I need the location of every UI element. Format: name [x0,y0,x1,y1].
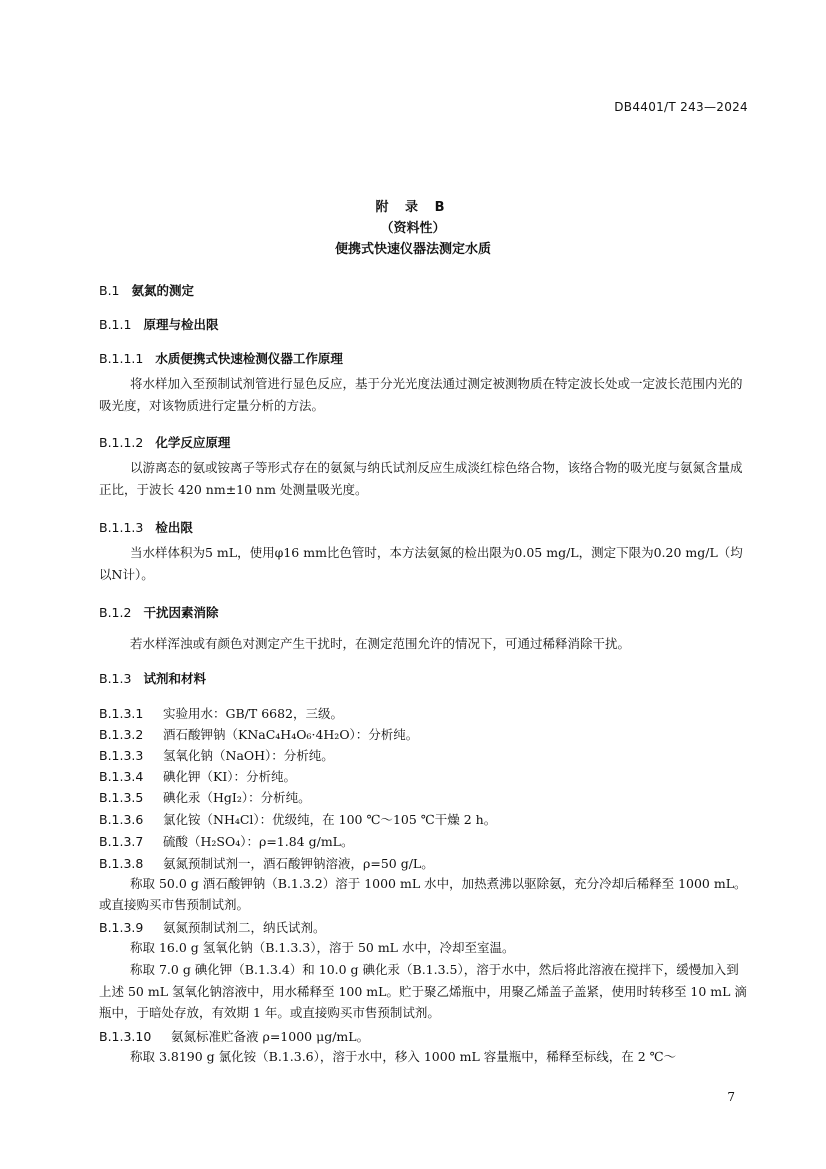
section-number: B.1 [99,283,120,298]
paragraph-b113: 当水样体积为5 mL，使用φ16 mm比色管时，本方法氨氮的检出限为0.05 mg/L，测定下限为0.20 mg/L（均以N计）。 [99,545,743,582]
list-item: B.1.3.7 硫酸（H₂SO₄）：ρ=1.84 g/mL。 [99,834,354,849]
paragraph-b111: 将水样加入至预制试剂管进行显色反应，基于分光光度法通过测定被测物质在特定波长处或一定波长范围内光的吸光度，对该物质进行定量分析的方法。 [99,376,743,413]
paragraph-b139-1: 称取 16.0 g 氢氧化钠（B.1.3.3），溶于 50 mL 水中，冷却至室温。 [130,940,515,955]
section-heading-b113 [99,518,193,536]
section-title: 化学反应原理 [155,435,231,450]
section-title: 原理与检出限 [143,317,219,332]
paragraph-b138: 称取 50.0 g 酒石酸钾钠（B.1.3.2）溶于 1000 mL 水中，加热煮沸以驱除氨，充分冷却后稀释至 1000 mL。或直接购买市售预制试剂。 [99,876,747,912]
list-item: B.1.3.8 氨氮预制试剂一，酒石酸钾钠溶液，ρ=50 g/L。 [99,856,434,871]
list-item: B.1.3.9 氨氮预制试剂二，纳氏试剂。 [99,920,326,935]
section-heading-b11 [99,315,218,333]
paragraph-b12: 若水样浑浊或有颜色对测定产生干扰时，在测定范围允许的情况下，可通过稀释消除干扰。 [130,636,631,651]
appendix-nature: （资料性） [380,221,446,236]
section-number: B.1.2 [99,605,132,620]
document-number: DB4401/T 243—2024 [614,100,748,114]
list-item: B.1.3.3 氢氧化钠（NaOH）：分析纯。 [99,748,334,763]
section-number: B.1.3 [99,671,132,686]
paragraph-b112: 以游离态的氨或铵离子等形式存在的氨氮与纳氏试剂反应生成淡红棕色络合物，该络合物的吸光度与氨氮含量成正比，于波长 420 nm±10 nm 处测量吸光度。 [99,460,743,497]
section-heading-b111 [99,349,343,367]
section-title: 水质便携式快速检测仪器工作原理 [155,351,343,366]
section-title: 干扰因素消除 [143,605,219,620]
section-heading-b13 [99,669,206,687]
paragraph-b1310: 称取 3.8190 g 氯化铵（B.1.3.6），溶于水中，移入 1000 mL 容量瓶中，稀释至标线，在 2 ℃～ [130,1049,677,1064]
section-number: B.1.1.3 [99,520,144,535]
paragraph-b139-2: 称取 7.0 g 碘化钾（B.1.3.4）和 10.0 g 碘化汞（B.1.3.5），溶于水中，然后将此溶液在搅拌下，缓慢加入到上述 50 mL 氢氧化钠溶液中，用水稀释至 100 mL。贮于聚乙烯瓶中，用聚乙烯盖子盖紧，使用时转移至 10 mL 滴瓶中，于暗处存放，有效期 1 年。或直接购买市售预制试剂。 [99,962,747,1020]
section-number: B.1.1 [99,317,132,332]
appendix-label: 附 录 B [375,200,451,215]
section-title: 检出限 [155,520,193,535]
list-item: B.1.3.10 氨氮标准贮备液 ρ=1000 μg/mL。 [99,1029,370,1044]
list-item: B.1.3.6 氯化铵（NH₄Cl）：优级纯，在 100 ℃～105 ℃干燥 2 h。 [99,812,497,827]
section-heading-b1 [99,281,194,299]
section-title: 试剂和材料 [143,671,206,686]
appendix-title: 便携式快速仪器法测定水质 [334,242,491,257]
list-item: B.1.3.1 实验用水：GB/T 6682，三级。 [99,706,344,721]
page-number: 7 [727,1090,735,1104]
section-heading-b12 [99,603,218,621]
section-number: B.1.1.1 [99,351,144,366]
list-item: B.1.3.5 碘化汞（HgI₂）：分析纯。 [99,790,311,805]
list-item: B.1.3.4 碘化钾（KI）：分析纯。 [99,769,297,784]
section-title: 氨氮的测定 [131,283,195,298]
list-item: B.1.3.2 酒石酸钾钠（KNaC₄H₄O₆·4H₂O）：分析纯。 [99,727,419,742]
section-heading-b112 [99,433,230,451]
section-number: B.1.1.2 [99,435,144,450]
